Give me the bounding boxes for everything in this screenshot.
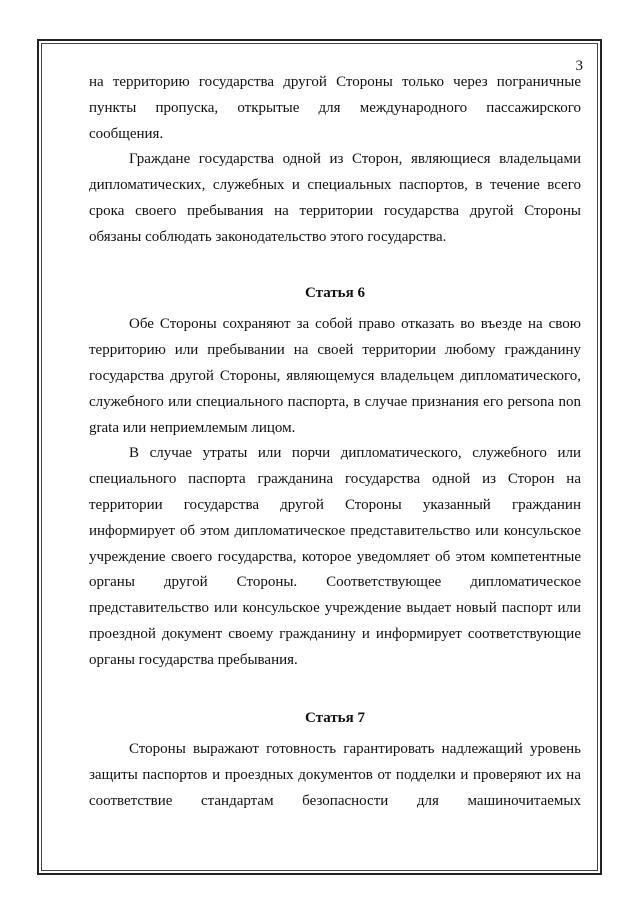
article-7-heading: Статья 7 xyxy=(305,709,365,726)
article-6-paragraph-1: Обе Стороны сохраняют за собой право отказать во въезде на свою территорию или пребывании на своей территории любому гражданину государства другой Стороны, являющемуся владельцем дипломатического, служебного или специального паспорта, в случае признания его persona non grata или неприемлемым лицом. xyxy=(89,316,581,436)
paragraph-citizens-obligation: Граждане государства одной из Сторон, являющиеся владельцами дипломатических, служебных и специальных паспортов, в течение всего срока своего пребывания на территории государства другой Стороны обязаны соблюдать законодательство этого государства. xyxy=(89,151,581,245)
article-6-paragraph-2: В случае утраты или порчи дипломатического, служебного или специального паспорта гражданина государства одной из Сторон на территории государства другой Стороны указанный гражданин информирует об этом дипломатическое представительство или консульское учреждение своего государства, которое уведомляет об этом компетентные органы другой Стороны. Соответствующее дипломатическое представительство или консульское учреждение выдает новый паспорт или проездной документ своему гражданину и информирует соответствующие органы государства пребывания. xyxy=(89,445,581,668)
article-6-heading: Статья 6 xyxy=(305,284,365,301)
document-body xyxy=(89,70,581,815)
paragraph-continuation: на территорию государства другой Стороны только через пограничные пункты пропуска, открытые для международного пассажирского сообщения. xyxy=(89,74,581,142)
article-7-paragraph-1: Стороны выражают готовность гарантировать надлежащий уровень защиты паспортов и проездных документов от подделки и проверяют их на соответствие стандартам безопасности для машиночитаемых xyxy=(89,741,581,809)
page-number: 3 xyxy=(575,58,583,74)
